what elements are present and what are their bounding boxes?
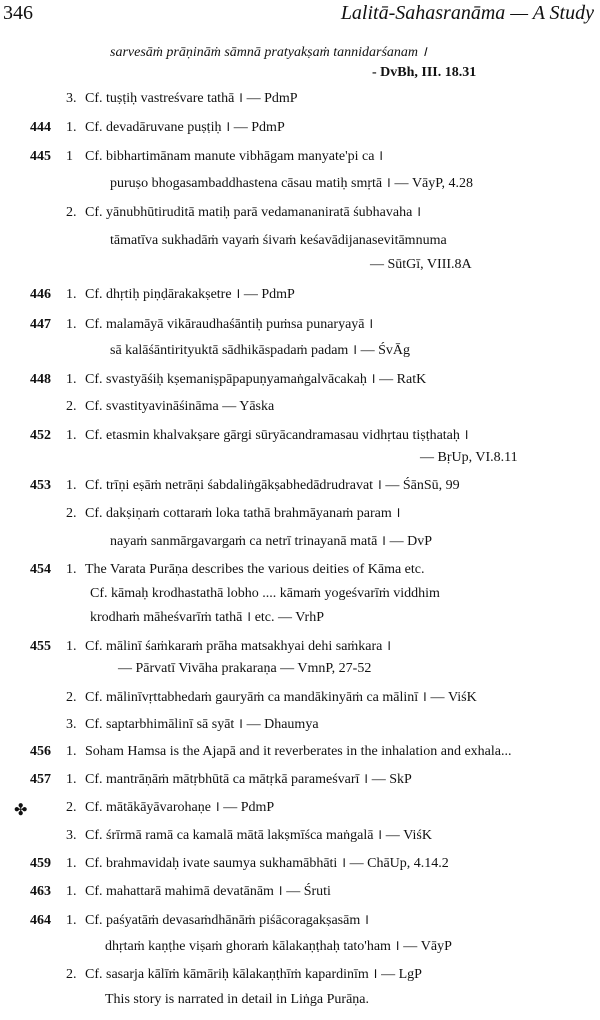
entry-number: 446 xyxy=(30,287,51,302)
sub-number: 1. xyxy=(66,884,77,899)
note-line: Cf. etasmin khalvakṣare gārgi sūryācandramasau vidhṛtau tiṣṭhataḥ । xyxy=(85,428,469,443)
entry-number: 453 xyxy=(30,478,51,493)
note-line: Cf. dhṛtiḥ piṇḍārakakṣetre । — PdmP xyxy=(85,287,295,302)
note-line: Cf. svastyāśiḥ kṣemaniṣpāpapuṇyamaṅgalvācakaḥ । — RatK xyxy=(85,372,427,387)
note-line: — SūtGī, VIII.8A xyxy=(370,257,472,272)
note-line: This story is narrated in detail in Liṅga Purāṇa. xyxy=(105,992,369,1007)
entry-number: 448 xyxy=(30,372,51,387)
note-line: Cf. paśyatāṁ devasaṁdhānāṁ piśācoragakṣasām । xyxy=(85,913,370,928)
note-line: sā kalāśāntirityuktā sādhikāspadaṁ padam । — ŚvĀg xyxy=(110,343,411,358)
margin-mark-icon: ✤ xyxy=(14,802,28,819)
note-line: Cf. brahmavidaḥ ivate saumya sukhamābhāti । — ChāUp, 4.14.2 xyxy=(85,856,449,871)
note-line: Cf. bibhartimānam manute vibhāgam manyate'pi ca । xyxy=(85,149,384,164)
sub-number: 1. xyxy=(66,120,77,135)
sub-number: 2. xyxy=(66,690,77,705)
note-line: - DvBh, III. 18.31 xyxy=(372,65,477,80)
page-number: 346 xyxy=(3,2,33,24)
note-line: Cf. saptarbhimālinī sā syāt । — Dhaumya xyxy=(85,717,319,732)
entry-number: 452 xyxy=(30,428,51,443)
entry-number: 447 xyxy=(30,317,51,332)
page-header xyxy=(0,0,600,34)
sub-number: 1 xyxy=(66,149,73,164)
entry-number: 444 xyxy=(30,120,51,135)
note-line: — BṛUp, VI.8.11 xyxy=(420,450,518,465)
note-line: Cf. sasarja kālīṁ kāmāriḥ kālakaṇṭhīṁ kapardinīm । — LgP xyxy=(85,967,422,982)
note-line: Cf. mantrāṇāṁ mātṛbhūtā ca mātṛkā parameśvarī । — SkP xyxy=(85,772,412,787)
note-line: Cf. mālinīvṛttabhedaṁ gauryāṁ ca mandākinyāṁ ca mālinī । — ViśK xyxy=(85,690,477,705)
note-line: sarvesāṁ prāṇināṁ sāmnā pratyakṣaṁ tannidarśanam । xyxy=(110,45,427,60)
note-line: Cf. tuṣṭiḥ vastreśvare tathā । — PdmP xyxy=(85,91,298,106)
sub-number: 1. xyxy=(66,856,77,871)
note-line: Cf. malamāyā vikāraudhaśāntiḥ puṁsa punaryayā । xyxy=(85,317,374,332)
entry-number: 454 xyxy=(30,562,51,577)
note-line: Cf. mahattarā mahimā devatānām । — Śruti xyxy=(85,884,331,899)
sub-number: 3. xyxy=(66,828,77,843)
sub-number: 2. xyxy=(66,800,77,815)
entry-number: 457 xyxy=(30,772,51,787)
note-line: — Pārvatī Vivāha prakaraṇa — VmnP, 27-52 xyxy=(118,661,372,676)
sub-number: 1. xyxy=(66,478,77,493)
note-line: Cf. devadāruvane puṣṭiḥ । — PdmP xyxy=(85,120,285,135)
sub-number: 1. xyxy=(66,562,77,577)
sub-number: 2. xyxy=(66,506,77,521)
note-line: Cf. yānubhūtiruditā matiḥ parā vedamananiratā śubhavaha । xyxy=(85,205,422,220)
note-line: puruṣo bhogasambaddhastena cāsau matiḥ smṛtā । — VāyP, 4.28 xyxy=(110,176,474,191)
sub-number: 1. xyxy=(66,772,77,787)
note-line: Cf. śrīrmā ramā ca kamalā mātā lakṣmīśca maṅgalā । — ViśK xyxy=(85,828,432,843)
sub-number: 1. xyxy=(66,287,77,302)
note-line: Cf. mātākāyāvarohaṇe । — PdmP xyxy=(85,800,275,815)
sub-number: 2. xyxy=(66,399,77,414)
note-line: nayaṁ sanmārgavargaṁ ca netrī trinayanā matā । — DvP xyxy=(110,534,433,549)
note-line: Cf. trīṇi eṣāṁ netrāṇi śabdaliṅgākṣabhedādrudravat । — ŚānSū, 99 xyxy=(85,478,460,493)
sub-number: 1. xyxy=(66,428,77,443)
sub-number: 1. xyxy=(66,913,77,928)
sub-number: 2. xyxy=(66,967,77,982)
entry-number: 463 xyxy=(30,884,51,899)
note-line: Cf. mālinī śaṁkaraṁ prāha matsakhyai dehi saṁkara । xyxy=(85,639,392,654)
note-line: Cf. svastityavināśināma — Yāska xyxy=(85,399,275,414)
note-line: krodhaṁ māheśvarīṁ tathā । etc. — VrhP xyxy=(90,610,324,625)
entry-number: 459 xyxy=(30,856,51,871)
entry-number: 445 xyxy=(30,149,51,164)
running-title: Lalitā-Sahasranāma — A Study xyxy=(340,2,594,24)
entry-number: 464 xyxy=(30,913,51,928)
entry-number: 455 xyxy=(30,639,51,654)
note-line: Soham Hamsa is the Ajapā and it reverberates in the inhalation and exhala... xyxy=(85,744,512,759)
sub-number: 1. xyxy=(66,317,77,332)
entry-number: 456 xyxy=(30,744,51,759)
note-line: Cf. dakṣiṇaṁ cottaraṁ loka tathā brahmāyanaṁ param । xyxy=(85,506,401,521)
note-line: The Varata Purāṇa describes the various deities of Kāma etc. xyxy=(85,562,425,577)
sub-number: 2. xyxy=(66,205,77,220)
sub-number: 3. xyxy=(66,717,77,732)
sub-number: 1. xyxy=(66,639,77,654)
sub-number: 1. xyxy=(66,372,77,387)
note-line: dhṛtaṁ kaṇṭhe viṣaṁ ghoraṁ kālakaṇṭhaḥ tato'ham । — VāyP xyxy=(105,939,452,954)
sub-number: 3. xyxy=(66,91,77,106)
note-line: tāmatīva sukhadāṁ vayaṁ śivaṁ keśavādijanasevitāmnuma xyxy=(110,233,447,248)
sub-number: 1. xyxy=(66,744,77,759)
note-line: Cf. kāmaḥ krodhastathā lobho .... kāmaṁ yogeśvarīṁ viddhim xyxy=(90,586,440,601)
